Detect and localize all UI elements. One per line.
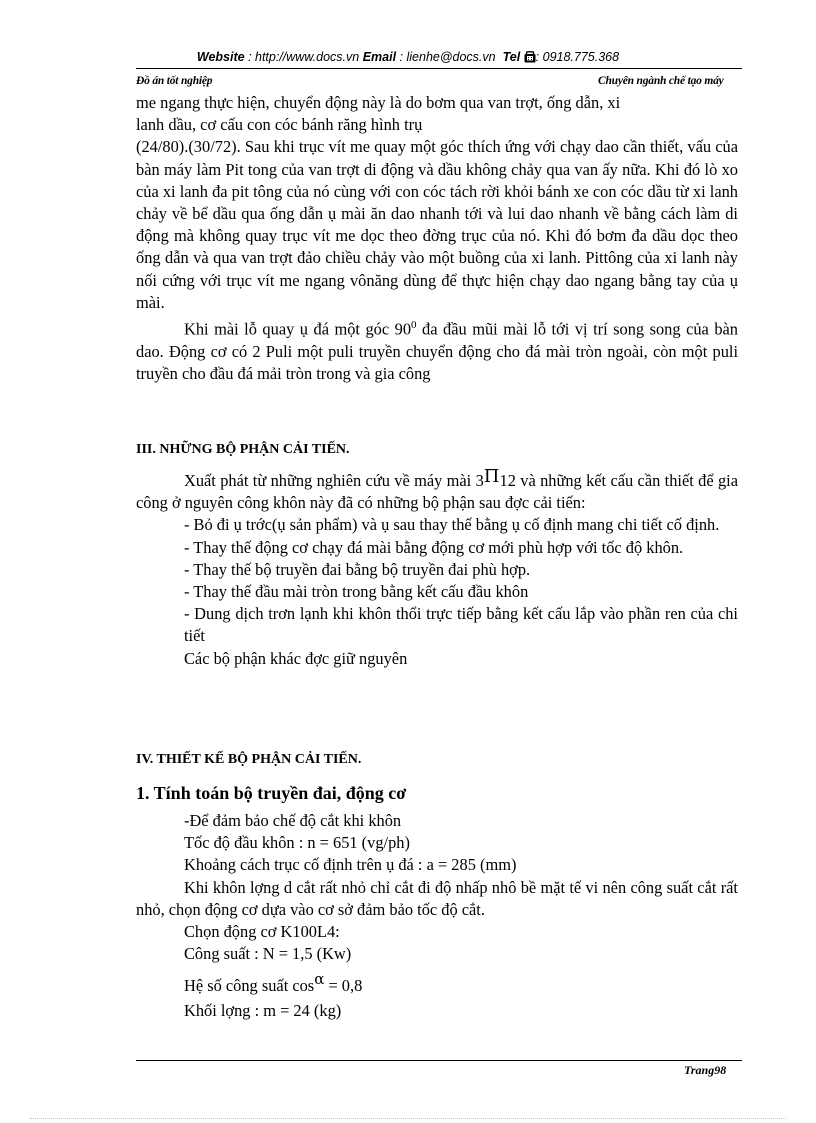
subheader-right: Chuyên ngành chế tạo máy — [598, 75, 724, 87]
calc-line: Chọn động cơ K100L4: — [184, 922, 340, 942]
calc-line: -Để đảm bảo chế độ cắt khi khôn — [184, 811, 402, 830]
subheader-left: Đồ án tốt nghiệp — [136, 75, 213, 87]
section-3-body — [136, 466, 738, 670]
list-item: - Thay thế đầu mài tròn trong bằng kết cấu đầu khôn — [184, 582, 529, 602]
page-header — [0, 50, 816, 66]
footer-divider — [136, 1060, 742, 1061]
paragraph-3 — [136, 314, 738, 385]
cos-pre: Hệ số công suất cos — [184, 976, 315, 996]
section-3-title: III. NHỮNG BỘ PHẬN CẢI TIẾN. — [136, 442, 350, 457]
section-4-subtitle: 1. Tính toán bộ truyền đai, động cơ — [136, 783, 407, 803]
calc-line: Khối lợng : m = 24 (kg) — [184, 1001, 342, 1021]
email-label: Email — [362, 50, 397, 64]
page-number: Trang98 — [684, 1063, 727, 1077]
degree-superscript: 0 — [411, 319, 417, 332]
paragraph-3-post: đa đầu mũi mài lỗ tới vị trí song song của bàn dao. Động cơ có 2 Puli một puli truyền chuyển động cho đá mài tròn ngoài, còn một puli truyền cho đầu đá mải tròn trong và gia công — [136, 319, 738, 383]
website-label: Website — [196, 50, 245, 64]
paragraph-1-line-2: lanh dầu, cơ cấu con cóc bánh răng hình trụ — [136, 115, 423, 135]
calc-line: Công suất : N = 1,5 (Kw) — [184, 944, 352, 964]
list-item: - Thay thế bộ truyền đai bằng bộ truyền đai phù hợp. — [184, 559, 531, 579]
cos-post: = 0,8 — [324, 976, 363, 996]
list-item: Các bộ phận khác đợc giữ nguyên — [184, 648, 408, 668]
email-value: : lienhe@docs.vn — [396, 50, 500, 64]
section-3-intro — [136, 466, 738, 514]
calc-paragraph: Khi khôn lợng d cắt rất nhỏ chỉ cắt đi độ nhấp nhô bề mặt tế vi nên công suất cắt rất nhỏ, chọn động cơ dựa vào cơ sở đảm bảo tốc độ cắt. — [136, 877, 738, 919]
paragraph-2: (24/80).(30/72). Sau khi trục vít me quay một góc thích ứng với chạy dao cần thiết, vấu của bàn máy làm Pit tong của van trợt di động và dầu không chảy qua van ấy nữa. Khi đó lò xo của xi lanh đa pit tông của nó cùng với con cóc tách rời khỏi bánh xe con cóc dầu từ xi lanh chảy về bể dầu qua ống dẫn ụ mài ăn dao nhanh tới và lui dao nhanh về bằng cách làm di động mà không quay trục vít me dọc theo đờng trục của nó. Khi đó bơm đa dầu dọc theo ống dẫn và qua van trợt đảo chiều chảy vào một buồng của xi lanh. Pittông của xi lanh này nối cứng với trục vít me ngang vônăng dùng để thực hiện chạy dao ngang bằng tay của ụ mài. — [136, 137, 738, 312]
list-item: - Thay thế động cơ chạy đá mài bằng động cơ mới phù hợp với tốc độ khôn. — [184, 537, 684, 557]
paragraph-1-line-1: me ngang thực hiện, chuyển động này là do bơm qua van trợt, ống dẫn, xi — [136, 93, 621, 112]
paragraph-3-pre: Khi mài lỗ quay ụ đá một góc 90 — [184, 319, 412, 339]
section-4-body — [136, 810, 738, 1023]
phone-icon — [524, 51, 536, 66]
alpha-symbol: α — [314, 970, 325, 989]
list-item: - Dung dịch trơn lạnh khi khôn thổi trực tiếp bằng kết cấu lắp vào phần ren của chi tiết — [184, 604, 738, 646]
header-divider — [136, 68, 742, 69]
list-item: - Bỏ đi ụ trớc(ụ sản phẩm) và ụ sau thay thế bằng ụ cố định mang chi tiết cố định. — [184, 515, 720, 535]
body-text — [136, 92, 738, 385]
website-value: : http://www.docs.vn — [244, 50, 363, 64]
section-3-intro-post: 12 và những kết cấu cần thiết để gia công ở nguyên công khôn này đã có những bộ phận sau đợc cải tiến: — [136, 471, 738, 513]
section-4-title: IV. THIẾT KẾ BỘ PHẬN CẢI TIẾN. — [136, 752, 362, 767]
tel-label: Tel — [502, 50, 521, 64]
calc-line: Khoảng cách trục cố định trên ụ đá : a = 285 (mm) — [184, 855, 517, 875]
calc-line: Tốc độ đầu khôn : n = 651 (vg/ph) — [184, 833, 410, 853]
pi-symbol: Π — [483, 466, 500, 487]
calc-line-cos — [184, 965, 738, 1000]
page-edge — [30, 1118, 786, 1119]
section-3-intro-pre: Xuất phát từ những nghiên cứu về máy mài 3 — [184, 471, 484, 490]
tel-value: : 0918.775.368 — [535, 50, 620, 64]
